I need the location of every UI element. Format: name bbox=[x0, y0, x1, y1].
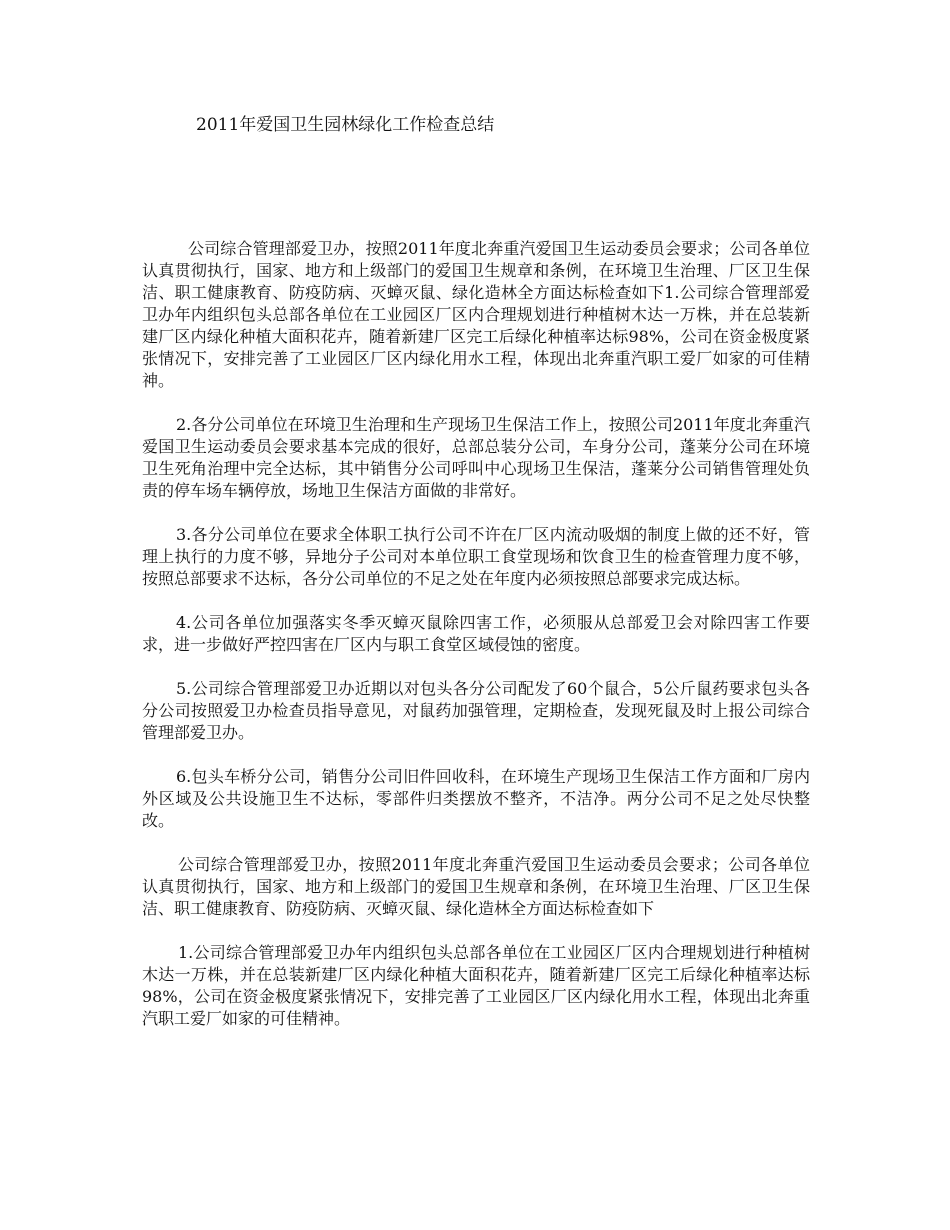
document-title: 2011年爱国卫生园林绿化工作检查总结 bbox=[196, 115, 495, 135]
paragraph-item-2: 2.各分公司单位在环境卫生治理和生产现场卫生保洁工作上，按照公司2011年度北奔重汽爱国卫生运动委员会要求基本完成的很好，总部总装分公司，车身分公司，蓬莱分公司在环境卫生死角治理中完全达标，其中销售分公司呼叫中心现场卫生保洁，蓬莱分公司销售管理处负责的停车场车辆停放，场地卫生保洁方面做的非常好。 bbox=[142, 415, 810, 500]
paragraph-repeat-item-1: 1.公司综合管理部爱卫办年内组织包头总部各单位在工业园区厂区内合理规划进行种植树木达一万株，并在总装新建厂区内绿化种植大面积花卉，随着新建厂区完工后绿化种植率达标98%，公司在资金极度紧张情况下，安排完善了工业园区厂区内绿化用水工程，体现出北奔重汽职工爱厂如家的可佳精神。 bbox=[142, 943, 810, 1028]
paragraph-intro: 公司综合管理部爱卫办，按照2011年度北奔重汽爱国卫生运动委员会要求；公司各单位认真贯彻执行，国家、地方和上级部门的爱国卫生规章和条例，在环境卫生治理、厂区卫生保洁、职工健康教育、防疫防病、灭蟑灭鼠、绿化造林全方面达标检查如下1.公司综合管理部爱卫办年内组织包头总部各单位在工业园区厂区内合理规划进行种植树木达一万株，并在总装新建厂区内绿化种植大面积花卉，随着新建厂区完工后绿化种植率达标98%，公司在资金极度紧张情况下，安排完善了工业园区厂区内绿化用水工程，体现出北奔重汽职工爱厂如家的可佳精神。 bbox=[142, 239, 810, 390]
document-body bbox=[142, 238, 810, 1052]
paragraph-item-3: 3.各分公司单位在要求全体职工执行公司不许在厂区内流动吸烟的制度上做的还不好，管理上执行的力度不够，异地分子公司对本单位职工食堂现场和饮食卫生的检查管理力度不够，按照总部要求不达标，各分公司单位的不足之处在年度内必须按照总部要求完成达标。 bbox=[142, 525, 810, 588]
paragraph-item-4: 4.公司各单位加强落实冬季灭蟑灭鼠除四害工作，必须服从总部爱卫会对除四害工作要求，进一步做好严控四害在厂区内与职工食堂区域侵蚀的密度。 bbox=[142, 613, 810, 654]
paragraph-item-5: 5.公司综合管理部爱卫办近期以对包头各分公司配发了60个鼠合，5公斤鼠药要求包头各分公司按照爱卫办检查员指导意见，对鼠药加强管理，定期检查，发现死鼠及时上报公司综合管理部爱卫办。 bbox=[142, 679, 810, 742]
paragraph-item-6: 6.包头车桥分公司，销售分公司旧件回收科，在环境生产现场卫生保洁工作方面和厂房内外区域及公共设施卫生不达标，零部件归类摆放不整齐，不洁净。两分公司不足之处尽快整改。 bbox=[142, 767, 810, 830]
paragraph-repeat-intro: 公司综合管理部爱卫办，按照2011年度北奔重汽爱国卫生运动委员会要求；公司各单位认真贯彻执行，国家、地方和上级部门的爱国卫生规章和条例，在环境卫生治理、厂区卫生保洁、职工健康教育、防疫防病、灭蟑灭鼠、绿化造林全方面达标检查如下 bbox=[142, 855, 810, 918]
